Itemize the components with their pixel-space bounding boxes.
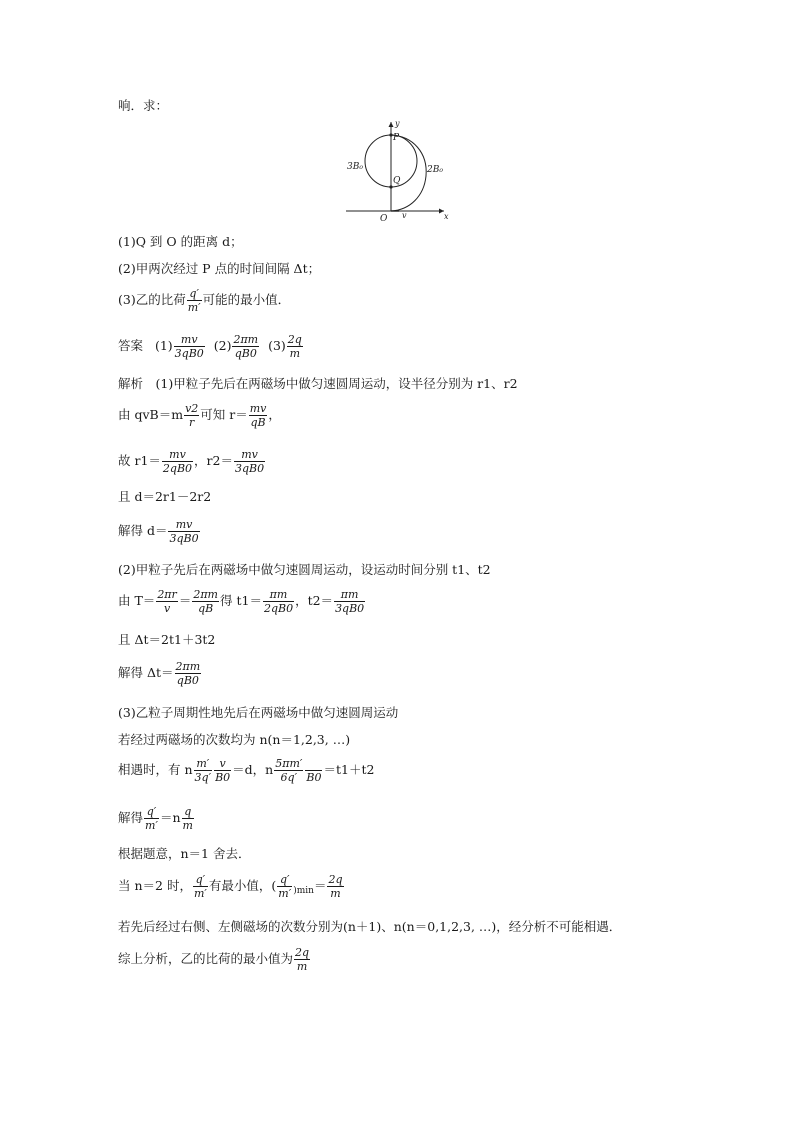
solution-line-9: 解得 Δt＝ $\frac{2\pi m}{qB0}$	[118, 660, 201, 687]
solution-line-16: 若先后经过右侧、左侧磁场的次数分别为(n＋1)、n(n＝0,1,2,3, …)，经分析不可能相遇．	[118, 919, 622, 934]
fraction: $\frac{v2}{r}$	[185, 402, 199, 429]
fraction: $\frac{mv}{3qB0}$	[174, 333, 204, 360]
fraction: $\frac{2q}{m}$	[287, 333, 302, 360]
solution-line-7: 由 T＝ $\frac{2\pi r}{v}$ ＝ $\frac{2\pi m}{qB}$ 得 t1＝ $\frac{\pi m}{2qB0}$ ，t2＝ $\frac{\pi m}{3qB0}$	[118, 588, 365, 615]
solution-line-3: 故 r1＝ $\frac{mv}{2qB0}$ ，r2＝ $\frac{mv}{3qB0}$	[118, 448, 265, 475]
solution-line-12: 相遇时，有 n $\frac{m'}{3q'}$ $\frac{v}{B0}$ ＝d，n $\frac{5\pi m'}{6q'}$ B0 ＝t1＋t2	[118, 757, 375, 784]
fraction: $\frac{v}{B0}$	[215, 757, 231, 784]
fraction: $\frac{q'}{m'}$	[193, 873, 207, 900]
solution-line-6: (2)甲粒子先后在两磁场中做匀速圆周运动，设运动时间分别 t1、t2	[118, 562, 491, 577]
fraction: $\frac{2\pi m}{qB0}$	[175, 660, 201, 687]
fraction: $\frac{m'}{3q'}$	[194, 757, 212, 784]
fraction: $\frac{2q}{m}$	[328, 873, 343, 900]
solution-line-17: 综上分析，乙的比荷的最小值为 $\frac{2q}{m}$	[118, 946, 310, 973]
label-o: O	[380, 214, 388, 224]
fraction: $\frac{mv}{qB}$	[249, 402, 267, 429]
fraction: $\frac{\pi m}{2qB0}$	[263, 588, 294, 615]
label-3b0: 3B₀	[347, 162, 363, 172]
fraction: $\frac{q'}{m'}$	[278, 873, 292, 900]
question-1: (1)Q 到 O 的距离 d；	[118, 234, 243, 249]
solution-line-1: 解析 (1)甲粒子先后在两磁场中做匀速圆周运动，设半径分别为 r1、r2	[118, 376, 518, 391]
y-axis-label: y	[395, 119, 400, 128]
fraction: $\frac{q}{m}$	[182, 805, 193, 832]
fraction: $\frac{mv}{2qB0}$	[162, 448, 193, 475]
solution-line-11: 若经过两磁场的次数均为 n(n＝1,2,3, …)	[118, 732, 351, 747]
fraction: $\frac{2\pi m}{qB0}$	[233, 333, 259, 360]
magnetic-field-diagram	[340, 118, 455, 228]
solution-line-4: 且 d＝2r1－2r2	[118, 489, 212, 504]
question-2: (2)甲两次经过 P 点的时间间隔 Δt；	[118, 261, 321, 276]
solution-line-15: 当 n＝2 时， $\frac{q'}{m'}$ 有最小值，( $\frac{q'}{m'}$ $_{)min}$＝ $\frac{2q}{m}$	[118, 873, 343, 900]
solution-line-2: 由 qvB＝m $\frac{v2}{r}$ 可知 r＝ $\frac{mv}{qB}$ ，	[118, 402, 281, 429]
answer-line: 答案 (1) $\frac{mv}{3qB0}$ (2) $\frac{2\pi m}{qB0}$ (3) $\frac{2q}{m}$	[118, 333, 302, 360]
fraction: $\frac{q'}{m'}$	[145, 805, 158, 832]
right-arc	[391, 135, 426, 211]
label-p: P	[393, 133, 400, 143]
label-q: Q	[393, 176, 401, 186]
solution-line-14: 根据题意，n＝1 舍去．	[118, 846, 251, 861]
fraction: $\frac{2q}{m}$	[295, 946, 310, 973]
fraction: $\frac{q'}{m'}$	[187, 287, 201, 314]
y-axis-arrow	[389, 122, 394, 127]
fraction: $\frac{2\pi r}{v}$	[157, 588, 177, 615]
label-2b0: 2B₀	[427, 165, 443, 175]
fraction: $\frac{2\pi m}{qB}$	[193, 588, 218, 615]
fraction: $\frac{mv}{3qB0}$	[169, 518, 199, 545]
fraction: B0	[305, 757, 322, 784]
fraction: $\frac{\pi m}{3qB0}$	[335, 588, 365, 615]
solution-line-13: 解得 $\frac{q'}{m'}$ ＝n $\frac{q}{m}$	[118, 805, 193, 832]
solution-line-10: (3)乙粒子周期性地先后在两磁场中做匀速圆周运动	[118, 705, 399, 720]
question-3: (3)乙的比荷 $\frac{q'}{m'}$ 可能的最小值．	[118, 287, 291, 314]
label-v: v	[402, 211, 407, 220]
intro-text: 响．求：	[118, 98, 169, 113]
solution-line-5: 解得 d＝ $\frac{mv}{3qB0}$	[118, 518, 199, 545]
fraction: $\frac{mv}{3qB0}$	[234, 448, 265, 475]
answer-label: 答案	[118, 338, 144, 353]
solution-line-8: 且 Δt＝2t1＋3t2	[118, 632, 216, 647]
fraction: $\frac{5\pi m'}{6q'}$	[275, 757, 303, 784]
x-axis-label: x	[444, 212, 449, 221]
